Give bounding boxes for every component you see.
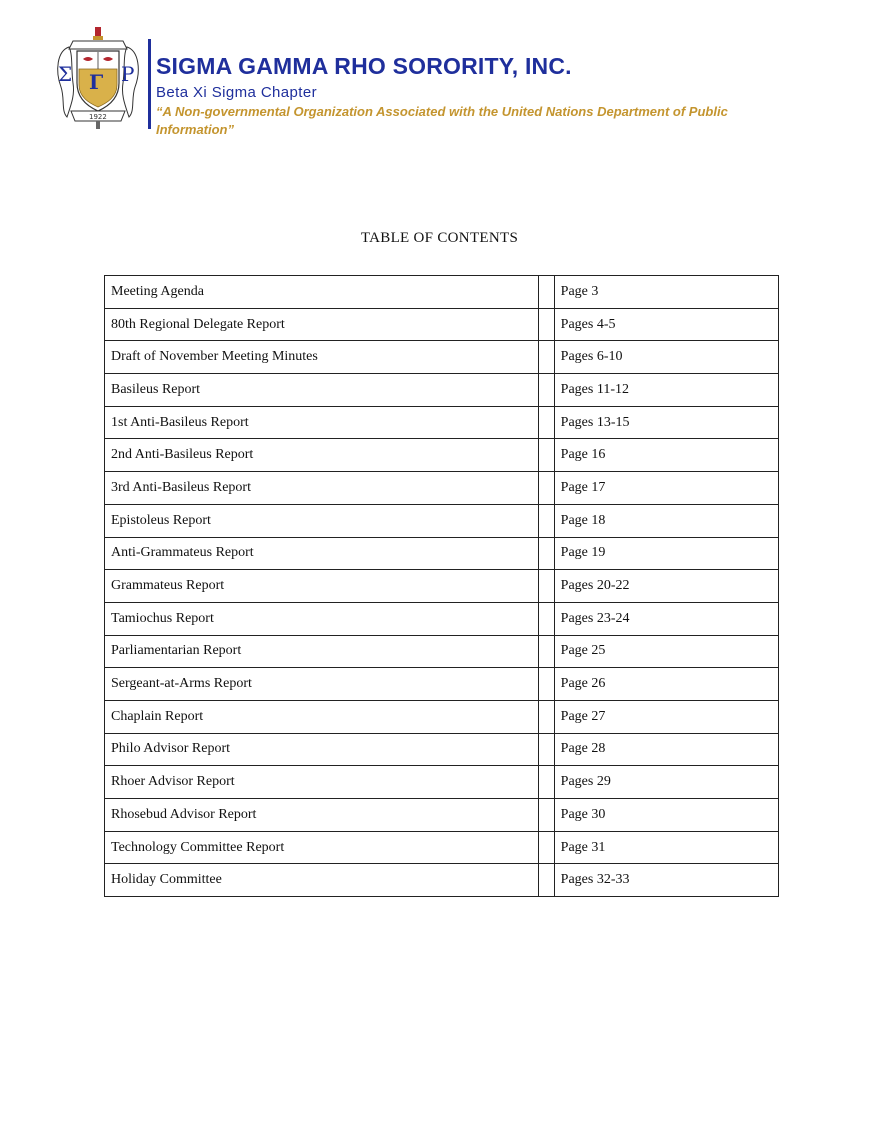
toc-item-title: Tamiochus Report bbox=[105, 602, 539, 635]
toc-item-page: Page 19 bbox=[554, 537, 778, 570]
toc-item-page: Page 3 bbox=[554, 276, 778, 309]
toc-spacer-cell bbox=[538, 733, 554, 766]
toc-spacer-cell bbox=[538, 276, 554, 309]
table-row bbox=[105, 504, 779, 537]
table-row bbox=[105, 668, 779, 701]
table-row bbox=[105, 472, 779, 505]
toc-item-title: Sergeant-at-Arms Report bbox=[105, 668, 539, 701]
toc-item-page: Page 31 bbox=[554, 831, 778, 864]
toc-spacer-cell bbox=[538, 504, 554, 537]
organization-name: SIGMA GAMMA RHO SORORITY, INC. bbox=[156, 53, 572, 79]
toc-item-title: Draft of November Meeting Minutes bbox=[105, 341, 539, 374]
toc-item-title: 2nd Anti-Basileus Report bbox=[105, 439, 539, 472]
svg-text:1922: 1922 bbox=[89, 113, 107, 121]
table-row bbox=[105, 864, 779, 897]
toc-spacer-cell bbox=[538, 570, 554, 603]
table-row bbox=[105, 276, 779, 309]
toc-spacer-cell bbox=[538, 602, 554, 635]
chapter-name: Beta Xi Sigma Chapter bbox=[156, 84, 317, 101]
toc-item-title: Technology Committee Report bbox=[105, 831, 539, 864]
toc-item-title: Rhoer Advisor Report bbox=[105, 766, 539, 799]
table-row bbox=[105, 733, 779, 766]
toc-spacer-cell bbox=[538, 537, 554, 570]
toc-item-title: Parliamentarian Report bbox=[105, 635, 539, 668]
toc-item-page: Page 30 bbox=[554, 799, 778, 832]
toc-item-title: Epistoleus Report bbox=[105, 504, 539, 537]
toc-item-page: Pages 4-5 bbox=[554, 308, 778, 341]
toc-spacer-cell bbox=[538, 799, 554, 832]
toc-item-page: Page 28 bbox=[554, 733, 778, 766]
toc-item-page: Page 25 bbox=[554, 635, 778, 668]
letterhead-divider bbox=[148, 39, 151, 129]
table-row bbox=[105, 570, 779, 603]
toc-title: TABLE OF CONTENTS bbox=[360, 230, 519, 246]
toc-spacer-cell bbox=[538, 439, 554, 472]
toc-item-title: Chaplain Report bbox=[105, 700, 539, 733]
table-row bbox=[105, 406, 779, 439]
toc-item-page: Pages 11-12 bbox=[554, 374, 778, 407]
toc-item-title: Meeting Agenda bbox=[105, 276, 539, 309]
table-row bbox=[105, 308, 779, 341]
toc-item-title: Grammateus Report bbox=[105, 570, 539, 603]
svg-text:Ρ: Ρ bbox=[121, 62, 135, 86]
toc-item-page: Pages 20-22 bbox=[554, 570, 778, 603]
toc-item-title: Holiday Committee bbox=[105, 864, 539, 897]
toc-item-page: Page 16 bbox=[554, 439, 778, 472]
toc-item-title: Anti-Grammateus Report bbox=[105, 537, 539, 570]
toc-spacer-cell bbox=[538, 341, 554, 374]
toc-item-page: Pages 13-15 bbox=[554, 406, 778, 439]
table-row bbox=[105, 439, 779, 472]
toc-spacer-cell bbox=[538, 374, 554, 407]
toc-spacer-cell bbox=[538, 766, 554, 799]
table-row bbox=[105, 602, 779, 635]
toc-spacer-cell bbox=[538, 635, 554, 668]
toc-spacer-cell bbox=[538, 308, 554, 341]
toc-item-page: Pages 23-24 bbox=[554, 602, 778, 635]
toc-item-page: Pages 6-10 bbox=[554, 341, 778, 374]
toc-item-page: Page 18 bbox=[554, 504, 778, 537]
toc-spacer-cell bbox=[538, 864, 554, 897]
toc-item-page: Page 27 bbox=[554, 700, 778, 733]
toc-spacer-cell bbox=[538, 700, 554, 733]
letterhead bbox=[55, 25, 775, 135]
toc-item-page: Page 17 bbox=[554, 472, 778, 505]
toc-item-page: Pages 29 bbox=[554, 766, 778, 799]
organization-tagline: “A Non-governmental Organization Associated with the United Nations Department of Public Information” bbox=[156, 104, 728, 137]
toc-item-title: Rhosebud Advisor Report bbox=[105, 799, 539, 832]
toc-spacer-cell bbox=[538, 406, 554, 439]
toc-item-title: Basileus Report bbox=[105, 374, 539, 407]
toc-item-title: 1st Anti-Basileus Report bbox=[105, 406, 539, 439]
toc-item-page: Pages 32-33 bbox=[554, 864, 778, 897]
toc-body bbox=[105, 276, 779, 897]
table-row bbox=[105, 341, 779, 374]
toc-spacer-cell bbox=[538, 831, 554, 864]
table-row bbox=[105, 700, 779, 733]
toc-item-page: Page 26 bbox=[554, 668, 778, 701]
toc-item-title: Philo Advisor Report bbox=[105, 733, 539, 766]
toc-item-title: 80th Regional Delegate Report bbox=[105, 308, 539, 341]
table-row bbox=[105, 537, 779, 570]
toc-table bbox=[104, 275, 779, 897]
toc-item-title: 3rd Anti-Basileus Report bbox=[105, 472, 539, 505]
table-row bbox=[105, 374, 779, 407]
sorority-crest-icon bbox=[55, 25, 141, 129]
table-row bbox=[105, 799, 779, 832]
svg-text:Σ: Σ bbox=[58, 62, 73, 86]
table-row bbox=[105, 766, 779, 799]
toc-spacer-cell bbox=[538, 668, 554, 701]
table-row bbox=[105, 635, 779, 668]
svg-text:Γ: Γ bbox=[89, 70, 104, 94]
table-row bbox=[105, 831, 779, 864]
toc-spacer-cell bbox=[538, 472, 554, 505]
